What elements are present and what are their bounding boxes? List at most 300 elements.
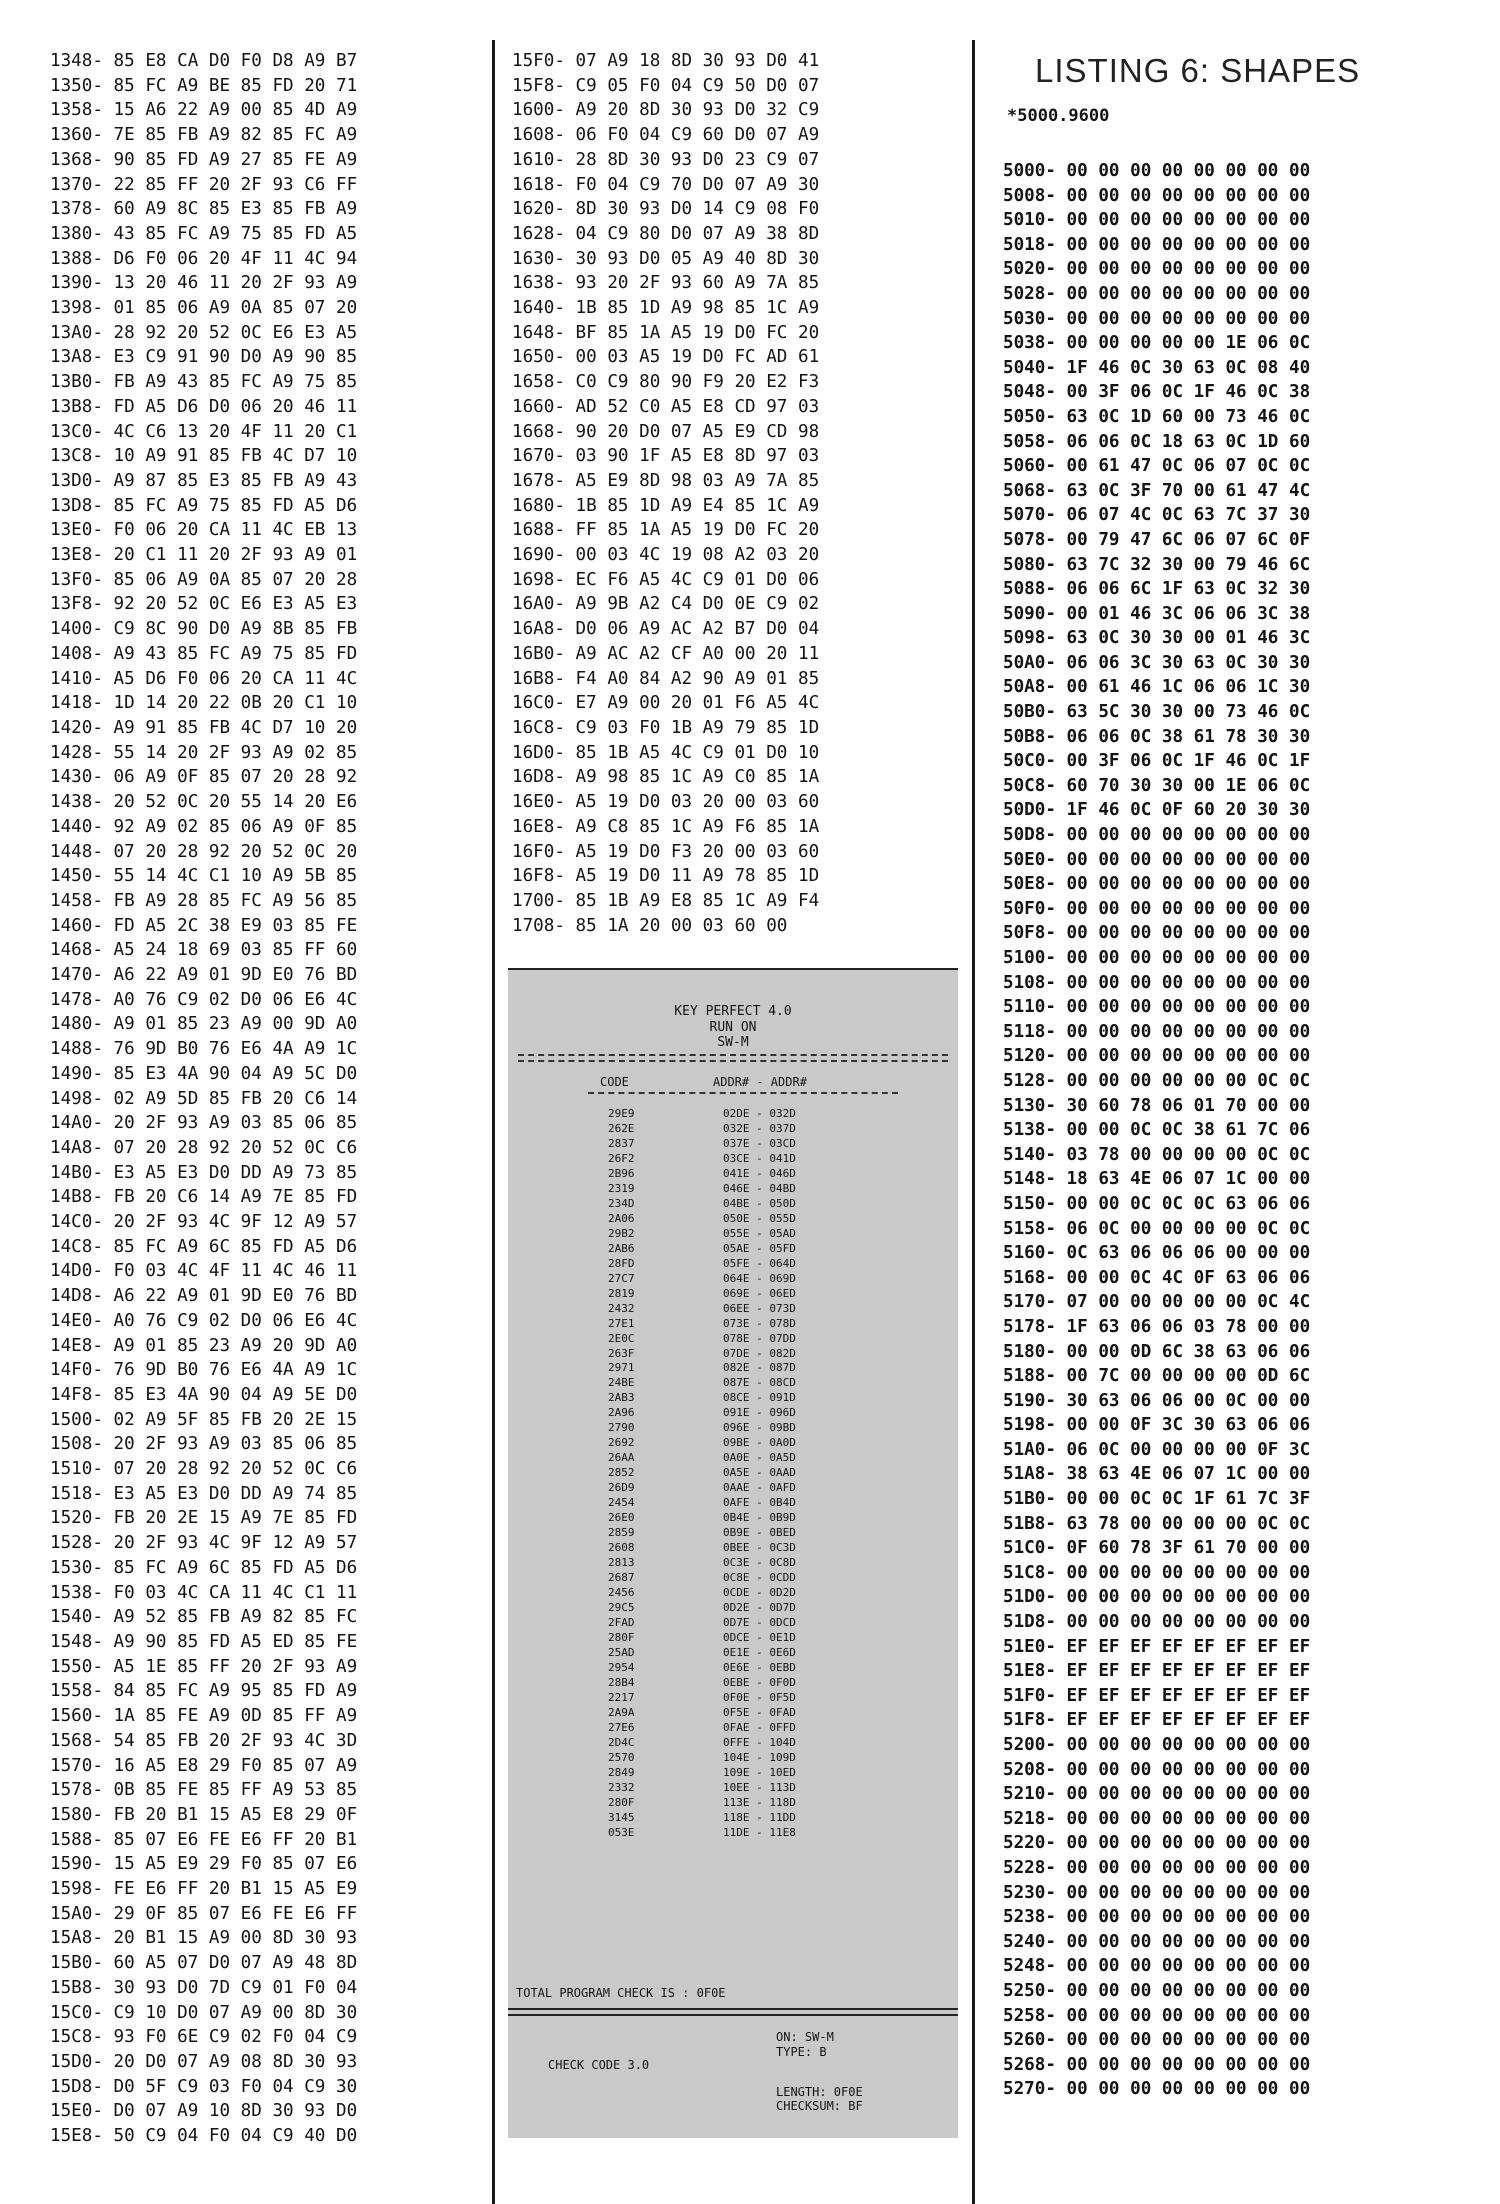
- hex-line: 5048- 00 3F 06 0C 1F 46 0C 38: [1003, 382, 1311, 403]
- table-row: [508, 1212, 958, 1227]
- table-row: [508, 1811, 958, 1826]
- hex-line: 1488- 76 9D B0 76 E6 4A A9 1C: [50, 1039, 358, 1060]
- hex-line: 5270- 00 00 00 00 00 00 00 00: [1003, 2079, 1311, 2100]
- addr-range-cell: 0FAE - 0FFD: [723, 1720, 796, 1734]
- hex-line: 5098- 63 0C 30 30 00 01 46 3C: [1003, 628, 1311, 649]
- hex-line: 50C0- 00 3F 06 0C 1F 46 0C 1F: [1003, 751, 1311, 772]
- code-cell: 27C7: [608, 1271, 635, 1285]
- hex-line: 5190- 30 63 06 06 00 0C 00 00: [1003, 1390, 1311, 1411]
- hex-line: 51D0- 00 00 00 00 00 00 00 00: [1003, 1587, 1311, 1608]
- hex-line: 5228- 00 00 00 00 00 00 00 00: [1003, 1857, 1311, 1878]
- hex-line: 16C8- C9 03 F0 1B A9 79 85 1D: [512, 717, 820, 738]
- listing-title: LISTING 6: SHAPES: [1035, 52, 1361, 89]
- hex-line: 1480- A9 01 85 23 A9 00 9D A0: [50, 1014, 358, 1035]
- code-cell: 2319: [608, 1181, 635, 1195]
- code-cell: 29B2: [608, 1226, 635, 1240]
- total-check: TOTAL PROGRAM CHECK IS : 0F0E: [516, 1986, 726, 2000]
- hex-line: 5218- 00 00 00 00 00 00 00 00: [1003, 1808, 1311, 1829]
- hex-line: 1648- BF 85 1A A5 19 D0 FC 20: [512, 322, 820, 343]
- hex-line: 15A8- 20 B1 15 A9 00 8D 30 93: [50, 1928, 358, 1949]
- addr-range-cell: 064E - 069D: [723, 1271, 796, 1285]
- addr-range-cell: 032E - 037D: [723, 1121, 796, 1135]
- hex-line: 1570- 16 A5 E8 29 F0 85 07 A9: [50, 1755, 358, 1776]
- hex-line: 16E8- A9 C8 85 1C A9 F6 85 1A: [512, 816, 820, 837]
- hex-line: 14C8- 85 FC A9 6C 85 FD A5 D6: [50, 1236, 358, 1257]
- hex-line: 1478- A0 76 C9 02 D0 06 E6 4C: [50, 989, 358, 1010]
- table-row: [508, 1197, 958, 1212]
- table-row: [508, 1766, 958, 1781]
- hex-line: 1700- 85 1B A9 E8 85 1C A9 F4: [512, 890, 820, 911]
- code-cell: 262E: [608, 1121, 635, 1135]
- hex-line: 5078- 00 79 47 6C 06 07 6C 0F: [1003, 529, 1311, 550]
- table-row: [508, 1556, 958, 1571]
- key-perfect-title: KEY PERFECT 4.0: [674, 1004, 792, 1019]
- table-row: [508, 1152, 958, 1167]
- table-row: [508, 1391, 958, 1406]
- table-row: [508, 1451, 958, 1466]
- code-cell: 2432: [608, 1301, 635, 1315]
- addr-range-cell: 0D7E - 0DCD: [723, 1615, 796, 1629]
- hex-line: 50D0- 1F 46 0C 0F 60 20 30 30: [1003, 800, 1311, 821]
- hex-line: 1408- A9 43 85 FC A9 75 85 FD: [50, 643, 358, 664]
- table-row: [508, 1421, 958, 1436]
- check-code-label: CHECK CODE 3.0: [548, 2058, 650, 2072]
- addr-range-cell: 037E - 03CD: [723, 1136, 796, 1150]
- hex-dump-lines: [512, 49, 819, 938]
- hex-line: 5250- 00 00 00 00 00 00 00 00: [1003, 1980, 1311, 2001]
- hex-line: 14B8- FB 20 C6 14 A9 7E 85 FD: [50, 1187, 358, 1208]
- hex-line: 5200- 00 00 00 00 00 00 00 00: [1003, 1735, 1311, 1755]
- code-cell: 2692: [608, 1436, 635, 1450]
- code-cell: 2852: [608, 1466, 635, 1480]
- hex-line: 13E8- 20 C1 11 20 2F 93 A9 01: [50, 545, 358, 566]
- hex-line: 50E8- 00 00 00 00 00 00 00 00: [1003, 874, 1311, 895]
- hex-line: 5168- 00 00 0C 4C 0F 63 06 06: [1003, 1267, 1311, 1288]
- hex-line: 5260- 00 00 00 00 00 00 00 00: [1003, 2030, 1311, 2051]
- addr-range-cell: 069E - 06ED: [723, 1286, 796, 1300]
- addr-range-cell: 0B4E - 0B9D: [723, 1511, 796, 1525]
- hex-line: 13B8- FD A5 D6 D0 06 20 46 11: [50, 396, 358, 417]
- hex-line: 5208- 00 00 00 00 00 00 00 00: [1003, 1759, 1311, 1780]
- table-row: [508, 1781, 958, 1796]
- hex-line: 1420- A9 91 85 FB 4C D7 10 20: [50, 717, 358, 738]
- table-row: [508, 1541, 958, 1556]
- code-cell: 26E0: [608, 1511, 635, 1525]
- hex-line: 5178- 1F 63 06 06 03 78 00 00: [1003, 1316, 1311, 1337]
- hex-line: 16F0- A5 19 D0 F3 20 00 03 60: [512, 841, 820, 862]
- code-cell: 053E: [608, 1825, 635, 1839]
- table-row: [508, 1706, 958, 1721]
- hex-line: 5150- 00 00 0C 0C 0C 63 06 06: [1003, 1193, 1311, 1214]
- code-cell: 2A96: [608, 1406, 635, 1420]
- hex-line: 1540- A9 52 85 FB A9 82 85 FC: [50, 1607, 358, 1628]
- table-row: [508, 1526, 958, 1541]
- hex-line: 14B0- E3 A5 E3 D0 DD A9 73 85: [50, 1162, 358, 1183]
- code-cell: 234D: [608, 1196, 635, 1210]
- addr-range-cell: 11DE - 11E8: [723, 1825, 796, 1839]
- code-cell: 2B96: [608, 1166, 635, 1180]
- hex-line: 5258- 00 00 00 00 00 00 00 00: [1003, 2005, 1311, 2026]
- hex-line: 1668- 90 20 D0 07 A5 E9 CD 98: [512, 421, 820, 442]
- addr-range-cell: 0E6E - 0EBD: [723, 1660, 796, 1674]
- hex-line: 51B0- 00 00 0C 0C 1F 61 7C 3F: [1003, 1489, 1311, 1510]
- code-cell: 2570: [608, 1750, 635, 1764]
- table-row: [508, 1721, 958, 1736]
- hex-line: 50F0- 00 00 00 00 00 00 00 00: [1003, 898, 1311, 919]
- code-cell: 27E6: [608, 1720, 635, 1734]
- table-row: [508, 1182, 958, 1197]
- hex-line: 1530- 85 FC A9 6C 85 FD A5 D6: [50, 1557, 358, 1578]
- table-row: [508, 1661, 958, 1676]
- hex-line: 16F8- A5 19 D0 11 A9 78 85 1D: [512, 866, 820, 887]
- hex-line: 5188- 00 7C 00 00 00 00 0D 6C: [1003, 1366, 1311, 1387]
- hex-line: 1370- 22 85 FF 20 2F 93 C6 FF: [50, 174, 358, 195]
- hex-line: 1380- 43 85 FC A9 75 85 FD A5: [50, 223, 358, 244]
- hex-line: 5030- 00 00 00 00 00 00 00 00: [1003, 308, 1311, 329]
- addr-range-cell: 0DCE - 0E1D: [723, 1630, 796, 1644]
- hex-line: 51F0- EF EF EF EF EF EF EF EF: [1003, 1685, 1311, 1706]
- code-cell: 2849: [608, 1765, 635, 1779]
- code-cell: 2D4C: [608, 1735, 635, 1749]
- addr-range-cell: 0A5E - 0AAD: [723, 1466, 796, 1480]
- table-row: [508, 1227, 958, 1242]
- addr-column-header: ADDR# - ADDR#: [713, 1075, 807, 1089]
- addr-range-cell: 04BE - 050D: [723, 1196, 796, 1210]
- table-row: [508, 1586, 958, 1601]
- hex-line: 16D8- A9 98 85 1C A9 C0 85 1A: [512, 767, 820, 788]
- hex-line: 1560- 1A 85 FE A9 0D 85 FF A9: [50, 1706, 358, 1727]
- addr-range-cell: 055E - 05AD: [723, 1226, 796, 1240]
- hex-line: 5060- 00 61 47 0C 06 07 0C 0C: [1003, 456, 1311, 477]
- hex-line: 1678- A5 E9 8D 98 03 A9 7A 85: [512, 470, 820, 491]
- table-row: [508, 1107, 958, 1122]
- table-row: [508, 1646, 958, 1661]
- hex-line: 15C0- C9 10 D0 07 A9 00 8D 30: [50, 2002, 358, 2023]
- hex-line: 1508- 20 2F 93 A9 03 85 06 85: [50, 1434, 358, 1455]
- hex-line: 51B8- 63 78 00 00 00 00 0C 0C: [1003, 1513, 1311, 1534]
- hex-line: 13A0- 28 92 20 52 0C E6 E3 A5: [50, 322, 358, 343]
- divider: [518, 1054, 948, 1062]
- divider: [508, 968, 958, 970]
- hex-line: 1558- 84 85 FC A9 95 85 FD A9: [50, 1681, 358, 1702]
- hex-line: 14E0- A0 76 C9 02 D0 06 E6 4C: [50, 1310, 358, 1331]
- code-cell: 280F: [608, 1630, 635, 1644]
- hex-line: 1510- 07 20 28 92 20 52 0C C6: [50, 1459, 358, 1480]
- code-cell: 26AA: [608, 1451, 635, 1465]
- hex-line: 5120- 00 00 00 00 00 00 00 00: [1003, 1046, 1311, 1067]
- code-cell: 263F: [608, 1346, 635, 1360]
- hex-line: 1628- 04 C9 80 D0 07 A9 38 8D: [512, 223, 820, 244]
- hex-line: 1638- 93 20 2F 93 60 A9 7A 85: [512, 273, 820, 294]
- addr-range-cell: 096E - 09BD: [723, 1421, 796, 1435]
- hex-line: 1430- 06 A9 0F 85 07 20 28 92: [50, 767, 358, 788]
- table-row: [508, 1242, 958, 1257]
- code-cell: 2A9A: [608, 1705, 635, 1719]
- hex-line: 1680- 1B 85 1D A9 E4 85 1C A9: [512, 495, 820, 516]
- hex-line: 5158- 06 0C 00 00 00 00 0C 0C: [1003, 1218, 1311, 1239]
- code-cell: 2954: [608, 1660, 635, 1674]
- hex-line: 51E0- EF EF EF EF EF EF EF EF: [1003, 1636, 1311, 1657]
- checksum-label: CHECKSUM: BF: [776, 2099, 863, 2113]
- hex-line: 1518- E3 A5 E3 D0 DD A9 74 85: [50, 1483, 358, 1504]
- table-row: [508, 1137, 958, 1152]
- hex-line: 5068- 63 0C 3F 70 00 61 47 4C: [1003, 480, 1311, 501]
- hex-line: 5160- 0C 63 06 06 06 00 00 00: [1003, 1243, 1311, 1264]
- hex-line: 5070- 06 07 4C 0C 63 7C 37 30: [1003, 505, 1311, 526]
- hex-line: 5180- 00 00 0D 6C 38 63 06 06: [1003, 1341, 1311, 1362]
- addr-range-cell: 10EE - 113D: [723, 1780, 796, 1794]
- table-row: [508, 1511, 958, 1526]
- hex-line: 15E0- D0 07 A9 10 8D 30 93 D0: [50, 2101, 358, 2122]
- hex-line: 1548- A9 90 85 FD A5 ED 85 FE: [50, 1632, 358, 1652]
- table-row: [508, 1796, 958, 1811]
- code-cell: 2608: [608, 1541, 635, 1555]
- hex-line: 1390- 13 20 46 11 20 2F 93 A9: [50, 273, 358, 294]
- hex-line: 5230- 00 00 00 00 00 00 00 00: [1003, 1882, 1311, 1903]
- hex-line: 1360- 7E 85 FB A9 82 85 FC A9: [50, 125, 358, 146]
- hex-line: 5020- 00 00 00 00 00 00 00 00: [1003, 259, 1311, 280]
- hex-line: 51D8- 00 00 00 00 00 00 00 00: [1003, 1612, 1311, 1633]
- hex-line: 5198- 00 00 0F 3C 30 63 06 06: [1003, 1415, 1311, 1436]
- hex-line: 5010- 00 00 00 00 00 00 00 00: [1003, 210, 1311, 231]
- hex-line: 5018- 00 00 00 00 00 00 00 00: [1003, 234, 1311, 255]
- code-cell: 2AB6: [608, 1241, 635, 1255]
- hex-line: 5000- 00 00 00 00 00 00 00 00: [1003, 161, 1311, 181]
- hex-line: 14D0- F0 03 4C 4F 11 4C 46 11: [50, 1261, 358, 1282]
- hex-line: 15C8- 93 F0 6E C9 02 F0 04 C9: [50, 2027, 358, 2048]
- hex-line: 1458- FB A9 28 85 FC A9 56 85: [50, 890, 358, 911]
- hex-line: 15A0- 29 0F 85 07 E6 FE E6 FF: [50, 1903, 358, 1924]
- hex-line: 5028- 00 00 00 00 00 00 00 00: [1003, 283, 1311, 304]
- table-row: [508, 1347, 958, 1362]
- hex-line: 5088- 06 06 6C 1F 63 0C 32 30: [1003, 579, 1311, 600]
- table-row: [508, 1496, 958, 1511]
- hex-line: 13D0- A9 87 85 E3 85 FB A9 43: [50, 470, 358, 491]
- hex-line: 16E0- A5 19 D0 03 20 00 03 60: [512, 792, 820, 813]
- table-row: [508, 1691, 958, 1706]
- hex-line: 1410- A5 D6 F0 06 20 CA 11 4C: [50, 668, 358, 689]
- addr-range-cell: 0EBE - 0F0D: [723, 1675, 796, 1689]
- table-row: [508, 1317, 958, 1332]
- code-cell: 27E1: [608, 1316, 635, 1330]
- hex-line: 5248- 00 00 00 00 00 00 00 00: [1003, 1956, 1311, 1977]
- code-cell: 280F: [608, 1795, 635, 1809]
- hex-line: 1550- A5 1E 85 FF 20 2F 93 A9: [50, 1656, 358, 1677]
- hex-line: 1690- 00 03 4C 19 08 A2 03 20: [512, 545, 820, 566]
- hex-line: 1388- D6 F0 06 20 4F 11 4C 94: [50, 248, 358, 269]
- hex-line: 13F0- 85 06 A9 0A 85 07 20 28: [50, 569, 358, 590]
- hex-line: 16D0- 85 1B A5 4C C9 01 D0 10: [512, 742, 820, 763]
- hex-line: 50B0- 63 5C 30 30 00 73 46 0C: [1003, 702, 1311, 723]
- hex-line: 1588- 85 07 E6 FE E6 FF 20 B1: [50, 1829, 358, 1850]
- hex-line: 14A0- 20 2F 93 A9 03 85 06 85: [50, 1113, 358, 1134]
- addr-range-cell: 05FE - 064D: [723, 1256, 796, 1270]
- table-row: [508, 1257, 958, 1272]
- hex-line: 1688- FF 85 1A A5 19 D0 FC 20: [512, 520, 820, 541]
- addr-range-cell: 0AFE - 0B4D: [723, 1496, 796, 1510]
- hex-line: 1348- 85 E8 CA D0 F0 D8 A9 B7: [50, 51, 358, 71]
- hex-line: 50D8- 00 00 00 00 00 00 00 00: [1003, 825, 1311, 846]
- addr-range-cell: 118E - 11DD: [723, 1810, 796, 1824]
- column-divider: [492, 40, 495, 2204]
- code-cell: 2217: [608, 1690, 635, 1704]
- hex-line: 5110- 00 00 00 00 00 00 00 00: [1003, 997, 1311, 1018]
- addr-range-cell: 104E - 109D: [723, 1750, 796, 1764]
- hex-line: 15D0- 20 D0 07 A9 08 8D 30 93: [50, 2051, 358, 2072]
- addr-range-cell: 05AE - 05FD: [723, 1241, 796, 1255]
- addr-range-cell: 041E - 046D: [723, 1166, 796, 1180]
- addr-range-cell: 113E - 118D: [723, 1795, 796, 1809]
- hex-line: 5128- 00 00 00 00 00 00 0C 0C: [1003, 1070, 1311, 1091]
- code-cell: 25AD: [608, 1645, 635, 1659]
- table-row: [508, 1631, 958, 1646]
- addr-range-cell: 0CDE - 0D2D: [723, 1586, 796, 1599]
- code-column-header: CODE: [600, 1075, 629, 1089]
- hex-line: 5040- 1F 46 0C 30 63 0C 08 40: [1003, 357, 1311, 378]
- code-cell: 2790: [608, 1421, 635, 1435]
- table-row: [508, 1376, 958, 1391]
- addr-range-cell: 0AAE - 0AFD: [723, 1481, 796, 1495]
- hex-line: 1608- 06 F0 04 C9 60 D0 07 A9: [512, 125, 820, 146]
- addr-range-cell: 0F0E - 0F5D: [723, 1690, 796, 1704]
- table-row: [508, 1736, 958, 1751]
- hex-line: 1650- 00 03 A5 19 D0 FC AD 61: [512, 347, 820, 368]
- hex-line: 5240- 00 00 00 00 00 00 00 00: [1003, 1931, 1311, 1952]
- hex-line: 1500- 02 A9 5F 85 FB 20 2E 15: [50, 1409, 358, 1430]
- addr-range-cell: 046E - 04BD: [723, 1181, 796, 1195]
- code-cell: 29C5: [608, 1600, 635, 1614]
- addr-range-cell: 078E - 07DD: [723, 1331, 796, 1345]
- code-cell: 2FAD: [608, 1615, 635, 1629]
- hex-line: 14A8- 07 20 28 92 20 52 0C C6: [50, 1137, 358, 1158]
- hex-line: 5138- 00 00 0C 0C 38 61 7C 06: [1003, 1120, 1311, 1141]
- addr-range-cell: 0F5E - 0FAD: [723, 1705, 796, 1719]
- hex-line: 51A0- 06 0C 00 00 00 00 0F 3C: [1003, 1439, 1311, 1460]
- hex-line: 14F8- 85 E3 4A 90 04 A9 5E D0: [50, 1384, 358, 1405]
- hex-line: 14D8- A6 22 A9 01 9D E0 76 BD: [50, 1286, 358, 1307]
- hex-line: 1358- 15 A6 22 A9 00 85 4D A9: [50, 100, 358, 121]
- addr-range-cell: 0A0E - 0A5D: [723, 1451, 796, 1465]
- hex-line: 1368- 90 85 FD A9 27 85 FE A9: [50, 149, 358, 170]
- addr-range-cell: 06EE - 073D: [723, 1301, 796, 1315]
- hex-line: 16C0- E7 A9 00 20 01 F6 A5 4C: [512, 693, 820, 714]
- hex-line: 5118- 00 00 00 00 00 00 00 00: [1003, 1021, 1311, 1042]
- key-perfect-printout: [508, 968, 958, 2138]
- hex-line: 13E0- F0 06 20 CA 11 4C EB 13: [50, 520, 358, 541]
- hex-line: 5108- 00 00 00 00 00 00 00 00: [1003, 972, 1311, 993]
- hex-line: 1418- 1D 14 20 22 0B 20 C1 10: [50, 693, 358, 714]
- hex-line: 1600- A9 20 8D 30 93 D0 32 C9: [512, 100, 820, 121]
- column-divider: [972, 40, 975, 2204]
- code-cell: 2813: [608, 1556, 635, 1570]
- code-cell: 2819: [608, 1286, 635, 1300]
- hex-line: 1438- 20 52 0C 20 55 14 20 E6: [50, 792, 358, 813]
- hex-line: 1460- FD A5 2C 38 E9 03 85 FE: [50, 915, 358, 936]
- hex-line: 1428- 55 14 20 2F 93 A9 02 85: [50, 742, 358, 763]
- hex-line: 5058- 06 06 0C 18 63 0C 1D 60: [1003, 431, 1311, 452]
- run-on-label: RUN ON: [709, 1020, 757, 1035]
- table-row: [508, 1332, 958, 1347]
- hex-line: 51C8- 00 00 00 00 00 00 00 00: [1003, 1562, 1311, 1583]
- hex-line: 1580- FB 20 B1 15 A5 E8 29 0F: [50, 1804, 358, 1825]
- hex-line: 1610- 28 8D 30 93 D0 23 C9 07: [512, 149, 820, 170]
- hex-line: 1450- 55 14 4C C1 10 A9 5B 85: [50, 866, 358, 887]
- hex-line: 1590- 15 A5 E9 29 F0 85 07 E6: [50, 1854, 358, 1875]
- monitor-command: *5000.9600: [1007, 106, 1110, 126]
- code-cell: 2332: [608, 1780, 635, 1794]
- hex-line: 1440- 92 A9 02 85 06 A9 0F 85: [50, 816, 358, 837]
- hex-line: 13D8- 85 FC A9 75 85 FD A5 D6: [50, 495, 358, 516]
- hex-line: 5130- 30 60 78 06 01 70 00 00: [1003, 1095, 1311, 1116]
- hex-line: 13C8- 10 A9 91 85 FB 4C D7 10: [50, 446, 358, 467]
- addr-range-cell: 07DE - 082D: [723, 1346, 796, 1360]
- addr-range-cell: 0BEE - 0C3D: [723, 1541, 796, 1555]
- hex-line: 15E8- 50 C9 04 F0 04 C9 40 D0: [50, 2126, 358, 2147]
- hex-dump-lines: [1003, 159, 1310, 2102]
- code-cell: 2971: [608, 1361, 635, 1375]
- addr-range-cell: 050E - 055D: [723, 1211, 796, 1225]
- code-cell: 26D9: [608, 1481, 635, 1495]
- hex-line: 5210- 00 00 00 00 00 00 00 00: [1003, 1784, 1311, 1805]
- hex-line: 5050- 63 0C 1D 60 00 73 46 0C: [1003, 406, 1311, 427]
- hex-line: 1400- C9 8C 90 D0 A9 8B 85 FB: [50, 619, 358, 640]
- table-row: [508, 1466, 958, 1481]
- hex-line: 50C8- 60 70 30 30 00 1E 06 0C: [1003, 775, 1311, 796]
- hex-line: 50A0- 06 06 3C 30 63 0C 30 30: [1003, 652, 1311, 673]
- hex-line: 1658- C0 C9 80 90 F9 20 E2 F3: [512, 372, 820, 393]
- addr-range-cell: 03CE - 041D: [723, 1151, 796, 1165]
- hex-line: 14E8- A9 01 85 23 A9 20 9D A0: [50, 1335, 358, 1356]
- code-cell: 3145: [608, 1810, 635, 1824]
- hex-line: 5170- 07 00 00 00 00 00 0C 4C: [1003, 1292, 1311, 1313]
- hex-line: 1498- 02 A9 5D 85 FB 20 C6 14: [50, 1088, 358, 1109]
- table-row: [508, 1436, 958, 1451]
- addr-range-cell: 087E - 08CD: [723, 1376, 796, 1390]
- hex-line: 14C0- 20 2F 93 4C 9F 12 A9 57: [50, 1212, 358, 1233]
- code-cell: 2837: [608, 1136, 635, 1150]
- table-row: [508, 1676, 958, 1691]
- addr-range-cell: 09BE - 0A0D: [723, 1436, 796, 1450]
- hex-line: 51E8- EF EF EF EF EF EF EF EF: [1003, 1661, 1311, 1682]
- hex-line: 15B0- 60 A5 07 D0 07 A9 48 8D: [50, 1953, 358, 1974]
- hex-line: 1708- 85 1A 20 00 03 60 00: [512, 915, 788, 936]
- hex-line: 1378- 60 A9 8C 85 E3 85 FB A9: [50, 199, 358, 220]
- table-row: [508, 1616, 958, 1631]
- table-row: [508, 1481, 958, 1496]
- hex-line: 5148- 18 63 4E 06 07 1C 00 00: [1003, 1169, 1311, 1190]
- hex-line: 15B8- 30 93 D0 7D C9 01 F0 04: [50, 1977, 358, 1998]
- hex-line: 50B8- 06 06 0C 38 61 78 30 30: [1003, 726, 1311, 747]
- code-cell: 24BE: [608, 1376, 635, 1390]
- code-cell: 2454: [608, 1496, 635, 1510]
- divider: [508, 2014, 958, 2016]
- hex-line: 5238- 00 00 00 00 00 00 00 00: [1003, 1907, 1311, 1928]
- table-row: [508, 1826, 958, 1841]
- hex-line: 5140- 03 78 00 00 00 00 0C 0C: [1003, 1144, 1311, 1165]
- hex-line: 5080- 63 7C 32 30 00 79 46 6C: [1003, 554, 1311, 575]
- code-cell: 2AB3: [608, 1391, 635, 1405]
- hex-line: 5090- 00 01 46 3C 06 06 3C 38: [1003, 603, 1311, 624]
- table-row: [508, 1302, 958, 1317]
- hex-line: 1528- 20 2F 93 4C 9F 12 A9 57: [50, 1533, 358, 1554]
- table-row: [508, 1571, 958, 1586]
- addr-range-cell: 02DE - 032D: [723, 1107, 796, 1120]
- hex-line: 1578- 0B 85 FE 85 FF A9 53 85: [50, 1780, 358, 1801]
- hex-line: 1470- A6 22 A9 01 9D E0 76 BD: [50, 965, 358, 986]
- code-cell: 2456: [608, 1586, 635, 1599]
- hex-line: 15F8- C9 05 F0 04 C9 50 D0 07: [512, 75, 820, 96]
- code-cell: 29E9: [608, 1107, 635, 1120]
